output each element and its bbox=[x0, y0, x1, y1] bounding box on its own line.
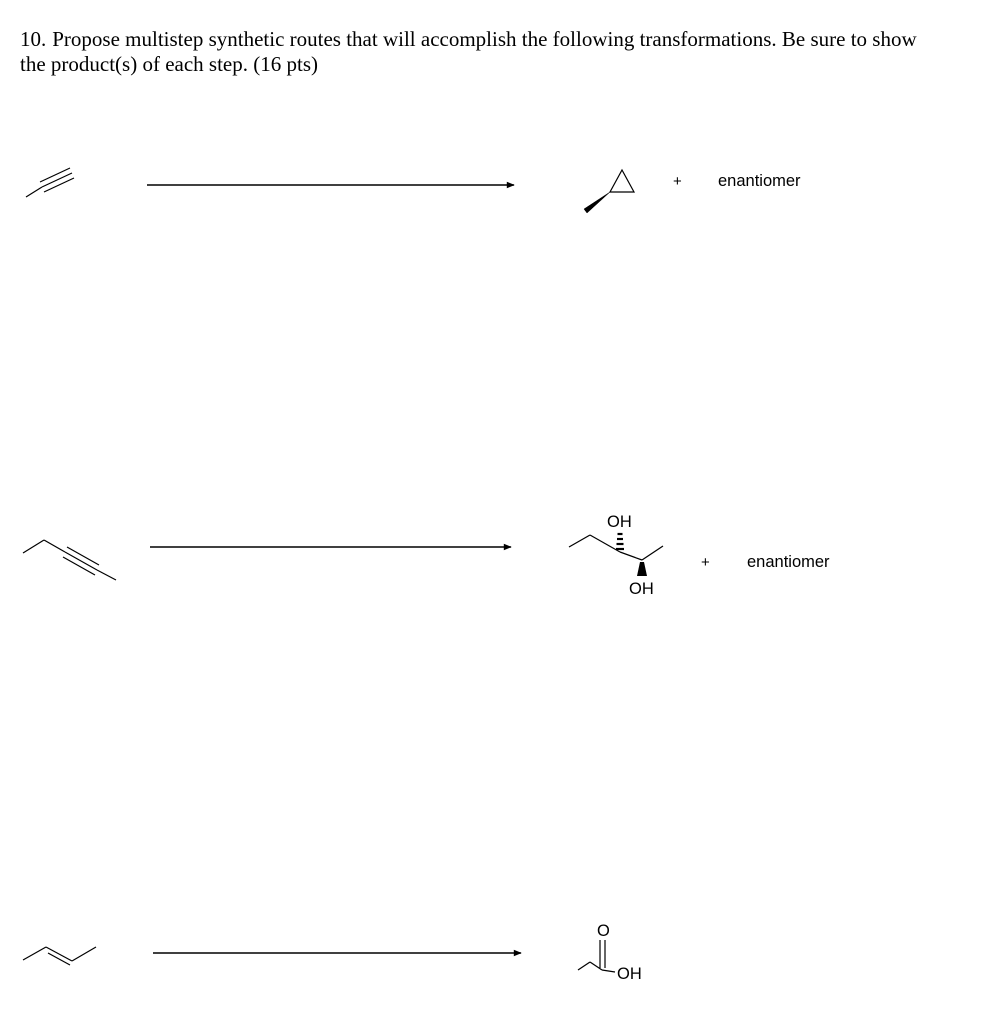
enantiomer-label-1: enantiomer bbox=[718, 172, 801, 190]
plus-sign-2: + bbox=[701, 554, 710, 571]
starting-material-2-alkyne bbox=[23, 540, 116, 580]
starting-material-1-alkyne bbox=[26, 168, 74, 197]
carbonyl-o-label: O bbox=[597, 922, 610, 940]
enantiomer-label-2: enantiomer bbox=[747, 553, 830, 571]
reaction-2 bbox=[23, 513, 830, 598]
wedge-bond-2 bbox=[637, 562, 647, 576]
oh-label: OH bbox=[617, 965, 642, 983]
wedge-bond bbox=[584, 192, 610, 213]
hashed-bond bbox=[616, 534, 624, 549]
product-3-carboxylic-acid bbox=[578, 922, 642, 983]
plus-sign-1: + bbox=[673, 173, 682, 190]
product-1-cyclopropane bbox=[584, 170, 634, 213]
starting-material-3-alkene bbox=[23, 947, 96, 965]
product-2-diol bbox=[569, 513, 663, 598]
oh-bottom-label: OH bbox=[629, 580, 654, 598]
reaction-3 bbox=[23, 922, 642, 983]
question-prompt-line-2: the product(s) of each step. (16 pts) bbox=[20, 52, 318, 76]
oh-top-label: OH bbox=[607, 513, 632, 531]
question-number: 10. bbox=[20, 27, 47, 51]
reaction-1 bbox=[26, 168, 801, 213]
question-prompt-line-1: Propose multistep synthetic routes that will accomplish the following transformations. Be sure to show bbox=[52, 27, 917, 51]
